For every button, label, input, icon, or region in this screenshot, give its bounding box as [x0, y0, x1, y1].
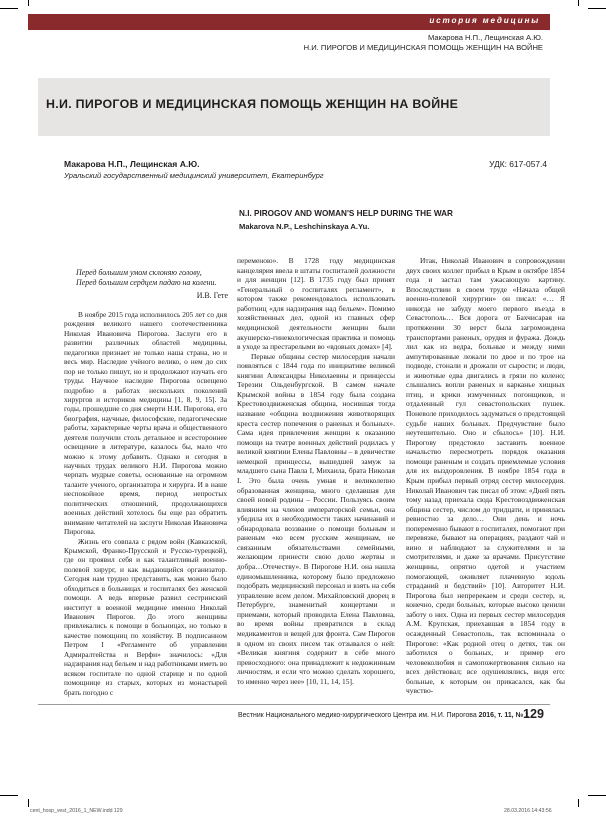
paragraph: Первые общины сестер милосердия начали появляться с 1844 года по инициативе великой княгини Александры Николаевны и принцессы Терезии Ольденбургской. В самом начале Крымской войны в 1854 году была создана Крестовоздвиженская община, носившая тогда название «община воздвижения животворящих креста сестер попечения о раненых и больных». Сама идея привлечения женщин к оказанию помощи на театре военных действий родилась у великой княгини Елены Павловны – в девичестве немецкой принцессы, вышедшей замуж за младшего сына Павла I, Михаила, брата Николая I. Это была очень умная и великолепно образованная женщина, много сделавшая для своей новой родины – России. Пользуясь своим влиянием на членов императорской семьи, она убедила их в необходимости таких начинаний и обнародовала воззвание о помощи больным и раненым «ко всем русским женщинам, не связанным обязательствами семейными, желающим принести свою долю жертвы и добра…Отечеству». В Пирогове Н.И. она нашла единомышленника, которому было предложено подобрать медицинский персонал и взять на себя управление всем делом. Михайловский дворец в Петербурге, знаменитый концертами и приемами, который проводила Елена Павловна, во время войны превратился в склад медикаментов и вещей для фронта. Сам Пирогов в одном из своих писем так отзывался о ней: «Великая княгиня содержит в себе много превосходного: она принадлежит к недюжинным личностям, и если что можно сделать хорошего, то именно через нее» [10, 11, 14, 15].: [237, 351, 395, 686]
text-column-1: [64, 310, 227, 697]
paragraph: В ноябре 2015 года исполнилось 205 лет со дня рождения великого нашего соотечественника Николая Ивановича Пирогова. Заслуги его в развитии различных областей медицины, педагогики признает не только наша страна, но и весь мир. Наследие учёного велико, о нем до сих пор не только пишут, но и продолжают изучать его труды. Научное наследие Пирогова освещено подробно в работах нескольких поколений хирургов и историков медицины [1, 8, 9, 15]. За годы, прошедшие со дня смерти Н.И. Пирогова, его биография, научные, философские, педагогические работы, характерные черты врача и общественного деятеля получили столь детальное и всестороннее освещение в литературе, казалось бы, мало что можно к этому добавить. Однако и сегодня в научных трудах великого Н.И. Пирогова можно черпать мудрые советы, основанные на огромном таланте ученого, организатора и хирурга. И в наше неспокойное время, период непростых политических отношений, продолжающихся военных действий хотелось бы еще раз обратить внимание читателей на заслуги Николая Ивановича Пирогова.: [64, 310, 227, 537]
paragraph: Итак, Николай Иванович в сопровождении двух своих коллег прибыл в Крым в октябре 1854 года и застал там ужасающую картину. Впоследствии в своем труде «Начала общей военно-полевой хирургии» он писал: «… Я никогда не забуду моего первого въезда в Севастополь… Вся дорога от Бахчисарая на протяжении 30 верст была загромождена транспортами раненых, орудия и фуража. Дождь лил как из ведра, больные и между ними ампутированные лежали по двое и по трое на подводе, стонали и дрожали от сырости; и люди, и животные едва двигались в грязи по колено; слышались вопли раненых и карканье хищных птиц, и крики измученных погонщиков, и отдаленный гул севастопольских пушек. Поневоле приходилось задуматься о предстоящей судьбе наших больных. Предчувствие было неутешительно. Оно и сбылось» [10]. Н.И. Пирогову предстояло заставить военное начальство пересмотреть порядок оказания помощи раненым и создать приемлемые условия для их выздоровления. В ноябре 1854 года в Крым прибыл первый отряд сестер милосердия. Николай Иванович так писал об этом: «Дней пять тому назад приехала сюда Крестовоздвиженская община сестер, числом до тридцати, и принялась ревностно за дело… Они день и ночь попеременно бывают в госпиталях, помогают при перевязке, бывают на операциях, раздают чай и вино и наблюдают за служителями и за смотрителями, и даже за врачами. Присутствие женщины, опрятно одетой и участием помогающей, оживляет плачевную юдоль страданий и бедствий» [10]. Авторитет Н.И. Пирогова был непререкаем и среди сестер, и, конечно, среди больных, которые высоко ценили заботу о них. Одна из первых сестер милосердия А.М. Крупская, приехавшая в 1854 году в осажденный Севастополь, так вспоминала о Пирогове: «Как родной отец о детях, так он заботился о больных, и пример его человеколюбия и самопожертвования сильно на всех действовал; все одушевлялись, видя его: больные, к которым он прикасался, как бы чувство-: [406, 256, 565, 696]
paragraph: Жизнь его совпала с рядом войн (Кавказской, Крымской, Франко-Прусской и Русско-турецкой), где он проявил себя и как талантливый военно-полевой хирург, и как выдающийся организатор. Сегодня нам трудно представить, как можно было обходиться в больницах и госпиталях без женской помощи. А ведь впервые развил сестринский институт в военной медицине именно Николай Иванович Пирогов. До этого женщины привлекались к помощи в больницах, но только в качестве помощниц по хозяйству. В подписанном Петром I «Регламенте об управлении Адмиралтейства и Верфи» значилось: «Для надзирания над бельем и над работниками иметь во всяком госпитале по одной старице и по одной помощнице из старых, которых из монастырей брать погодно с: [64, 536, 227, 697]
journal-name: Вестник Национального медико-хирургического Центра им. Н.И. Пирогова: [238, 712, 477, 719]
section-banner: [28, 14, 550, 30]
udk-code: УДК: 617-057.4: [489, 159, 547, 169]
text-column-3: [406, 256, 565, 696]
crop-mark: [0, 795, 18, 796]
crop-mark: [578, 0, 579, 6]
crop-mark: [588, 795, 606, 796]
article-affiliation: Уральский государственный медицинский университет, Екатеринбург: [64, 171, 324, 180]
crop-mark: [28, 0, 29, 6]
text-column-2: [237, 256, 395, 686]
paragraph: переменою». В 1728 году медицинская канцелярия ввела в штаты госпиталей должности и для женщин [12]. В 1735 году был принят «Генеральный о госпиталях регламент», в котором также рекомендовалось использовать работниц «для надзирания над бельем». Помимо хозяйственных дел, одной из главных сфер медицинской деятельности женщин были акушерско-гинекологическая практика и помощь в уходе за престарелыми во «вдовьих домах» [4].: [237, 256, 395, 352]
epigraph: [76, 268, 228, 288]
journal-issue: 2016, т. 11, № 1: [478, 712, 529, 719]
section-label: история медицины: [429, 16, 540, 25]
title-band: [38, 78, 550, 136]
running-header: [304, 33, 543, 53]
epigraph-source: И.В. Гете: [196, 291, 228, 300]
article-authors: Макарова Н.П., Лещинская А.Ю.: [64, 159, 200, 169]
english-authors: Makarova N.P., Leshchinskaya A.Yu.: [239, 222, 370, 231]
print-slug: cent_hosp_vest_2016_1_NEW.indd 129: [30, 808, 123, 814]
crop-mark: [588, 8, 606, 9]
english-title: N.I. PIROGOV AND WOMAN'S HELP DURING THE WAR: [239, 209, 453, 218]
crop-mark: [28, 799, 29, 807]
epigraph-line: Перед большим умом склоняю голову,: [76, 268, 202, 277]
page-number: 129: [523, 707, 545, 721]
page-title: Н.И. ПИРОГОВ И МЕДИЦИНСКАЯ ПОМОЩЬ ЖЕНЩИН НА ВОЙНЕ: [46, 97, 459, 111]
footer-divider: [38, 704, 550, 705]
crop-mark: [0, 8, 18, 9]
running-header-authors: Макарова Н.П., Лещинская А.Ю.: [427, 33, 543, 42]
print-date: 28.03.2016 14:43:56: [504, 808, 552, 814]
epigraph-line: Перед большим сердцем падаю на колени.: [76, 278, 217, 287]
running-header-title: Н.И. ПИРОГОВ И МЕДИЦИНСКАЯ ПОМОЩЬ ЖЕНЩИН НА ВОЙНЕ: [303, 43, 543, 52]
crop-mark: [578, 799, 579, 807]
journal-footer: [238, 712, 529, 719]
